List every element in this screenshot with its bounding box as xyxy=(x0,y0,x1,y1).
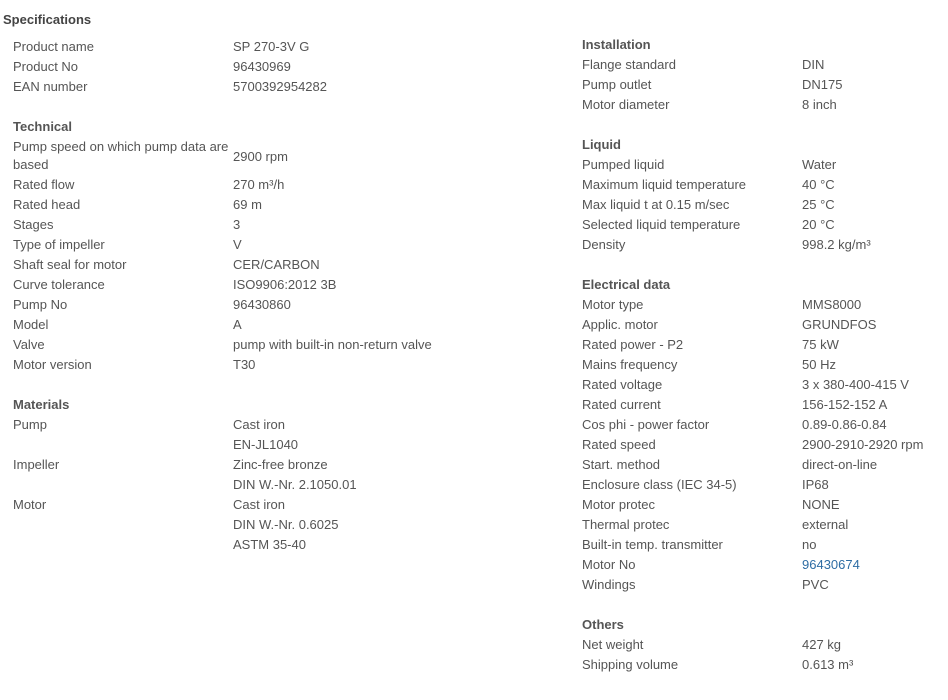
spec-label: Curve tolerance xyxy=(13,277,105,292)
spec-value: 2900-2910-2920 rpm xyxy=(802,437,924,452)
spec-label: Start. method xyxy=(582,457,661,472)
spec-label: Mains frequency xyxy=(582,357,678,372)
spec-label: Valve xyxy=(13,337,45,352)
spec-value: PVC xyxy=(802,577,829,592)
spec-label: Rated power - P2 xyxy=(582,337,684,352)
spec-value: 50 Hz xyxy=(802,357,836,372)
spec-value: 0.613 m³ xyxy=(802,657,854,672)
spec-label: Selected liquid temperature xyxy=(582,217,741,232)
spec-label: Motor type xyxy=(582,297,644,312)
installation-heading: Installation xyxy=(582,37,651,52)
spec-value: 156-152-152 A xyxy=(802,397,888,412)
spec-label: EAN number xyxy=(13,79,88,94)
spec-label: Motor No xyxy=(582,557,636,572)
spec-label: Density xyxy=(582,237,626,252)
liquid-heading: Liquid xyxy=(582,137,621,152)
spec-label: Pumped liquid xyxy=(582,157,665,172)
spec-value: 96430860 xyxy=(233,297,291,312)
spec-value: 8 inch xyxy=(802,97,837,112)
spec-value: 75 kW xyxy=(802,337,839,352)
spec-label: Thermal protec xyxy=(582,517,670,532)
spec-value: ASTM 35-40 xyxy=(233,537,306,552)
spec-value: 270 m³/h xyxy=(233,177,285,192)
spec-label: Built-in temp. transmitter xyxy=(582,537,723,552)
spec-label: Model xyxy=(13,317,49,332)
spec-label: Flange standard xyxy=(582,57,676,72)
spec-value: ISO9906:2012 3B xyxy=(233,277,337,292)
spec-value: Zinc-free bronze xyxy=(233,457,328,472)
spec-label: Product name xyxy=(13,39,94,54)
spec-label: Product No xyxy=(13,59,79,74)
spec-value: 998.2 kg/m³ xyxy=(802,237,871,252)
motor-no-link[interactable]: 96430674 xyxy=(802,557,860,572)
spec-value: external xyxy=(802,517,849,532)
spec-label: Rated speed xyxy=(582,437,656,452)
spec-value: MMS8000 xyxy=(802,297,862,312)
spec-label: Cos phi - power factor xyxy=(582,417,710,432)
spec-value: direct-on-line xyxy=(802,457,878,472)
spec-value: SP 270-3V G xyxy=(233,39,310,54)
spec-value: 20 °C xyxy=(802,217,835,232)
spec-label: Stages xyxy=(13,217,54,232)
spec-label: Applic. motor xyxy=(582,317,658,332)
spec-value: IP68 xyxy=(802,477,829,492)
spec-label: Pump No xyxy=(13,297,68,312)
spec-value: DIN xyxy=(802,57,825,72)
spec-value: DIN W.-Nr. 0.6025 xyxy=(233,517,339,532)
electrical-heading: Electrical data xyxy=(582,277,671,292)
page-title: Specifications xyxy=(3,12,92,27)
spec-label: Motor xyxy=(13,497,47,512)
spec-value: 5700392954282 xyxy=(233,79,327,94)
spec-value: DIN W.-Nr. 2.1050.01 xyxy=(233,477,357,492)
spec-label: Motor protec xyxy=(582,497,655,512)
spec-label: Pump outlet xyxy=(582,77,652,92)
spec-value: DN175 xyxy=(802,77,843,92)
spec-label: Rated head xyxy=(13,197,81,212)
spec-label: Maximum liquid temperature xyxy=(582,177,747,192)
others-heading: Others xyxy=(582,617,624,632)
spec-value: 2900 rpm xyxy=(233,149,288,164)
spec-value: 40 °C xyxy=(802,177,835,192)
spec-value: V xyxy=(233,237,242,252)
spec-label: Shaft seal for motor xyxy=(13,257,127,272)
spec-value: 3 x 380-400-415 V xyxy=(802,377,909,392)
spec-value: 3 xyxy=(233,217,241,232)
technical-heading: Technical xyxy=(13,119,73,134)
spec-value: pump with built-in non-return valve xyxy=(233,337,432,352)
spec-label: Max liquid t at 0.15 m/sec xyxy=(582,197,730,212)
spec-label: Shipping volume xyxy=(582,657,679,672)
spec-value: 0.89-0.86-0.84 xyxy=(802,417,887,432)
spec-label: Motor diameter xyxy=(582,97,670,112)
materials-heading: Materials xyxy=(13,397,70,412)
spec-value: GRUNDFOS xyxy=(802,317,877,332)
spec-value: T30 xyxy=(233,357,256,372)
spec-label: Impeller xyxy=(13,457,60,472)
spec-label: Type of impeller xyxy=(13,237,105,252)
spec-value: Cast iron xyxy=(233,417,286,432)
spec-label: Pump xyxy=(13,417,47,432)
spec-value: Water xyxy=(802,157,837,172)
spec-value: 427 kg xyxy=(802,637,842,652)
spec-value: 25 °C xyxy=(802,197,835,212)
spec-label: Pump speed on which pump data are based xyxy=(13,139,229,172)
spec-label: Rated voltage xyxy=(582,377,663,392)
spec-label: Rated flow xyxy=(13,177,75,192)
spec-value: EN-JL1040 xyxy=(233,437,299,452)
spec-value: 96430969 xyxy=(233,59,291,74)
spec-value: no xyxy=(802,537,817,552)
spec-value: NONE xyxy=(802,497,840,512)
spec-value: CER/CARBON xyxy=(233,257,320,272)
spec-label: Enclosure class (IEC 34-5) xyxy=(582,477,737,492)
spec-label: Net weight xyxy=(582,637,644,652)
spec-value: 69 m xyxy=(233,197,262,212)
spec-label: Motor version xyxy=(13,357,92,372)
spec-value: Cast iron xyxy=(233,497,286,512)
spec-label: Windings xyxy=(582,577,636,592)
spec-label: Rated current xyxy=(582,397,661,412)
spec-value: A xyxy=(233,317,242,332)
